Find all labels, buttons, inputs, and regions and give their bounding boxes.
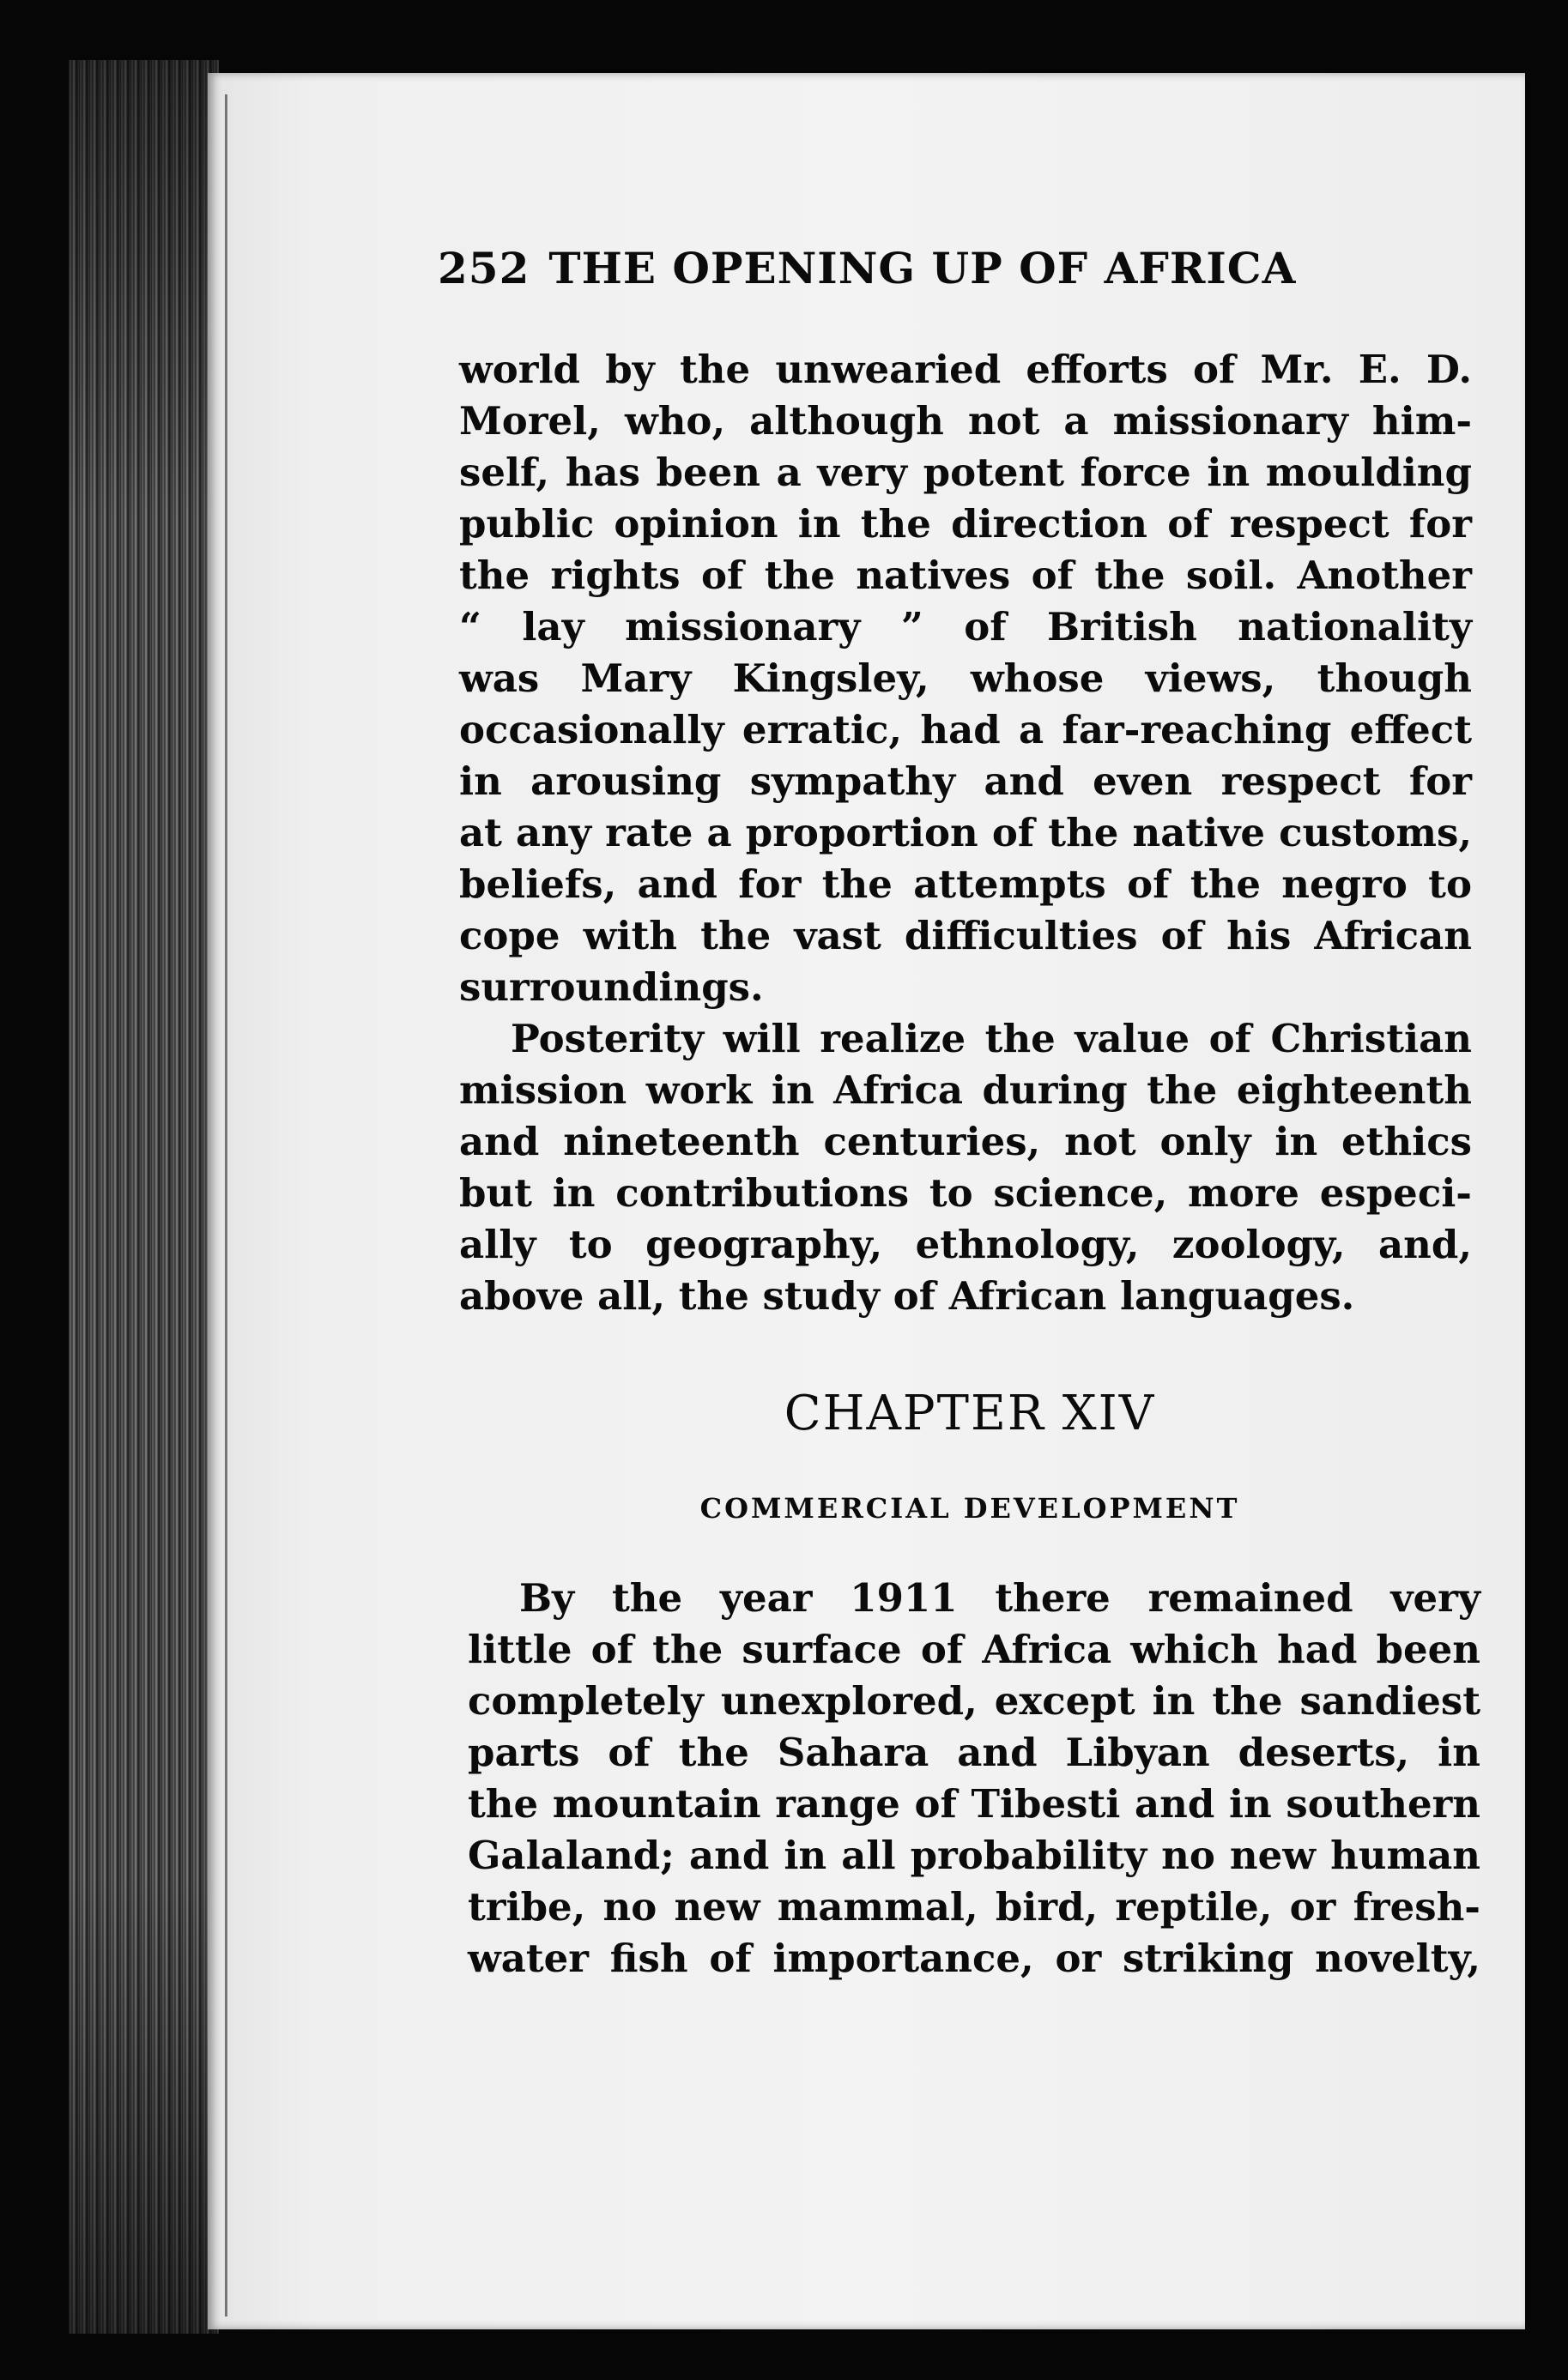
page-number: 252 <box>438 243 530 293</box>
text-line: and nineteenth centuries, not only in ethics <box>459 1119 1472 1164</box>
text-line: “ lay missionary ” of British nationality <box>459 604 1472 649</box>
page-edges-shadow <box>69 60 219 2334</box>
chapter-subtitle: COMMERCIAL DEVELOPMENT <box>699 1492 1240 1525</box>
text-line: above all, the study of African languages. <box>459 1273 1355 1319</box>
text-line: completely unexplored, except in the sandiest <box>468 1678 1480 1724</box>
text-line: cope with the vast difficulties of his African <box>459 913 1472 958</box>
text-line: little of the surface of Africa which had been <box>468 1627 1480 1672</box>
text-line: the mountain range of Tibesti and in southern <box>468 1781 1480 1827</box>
text-line: public opinion in the direction of respect for <box>459 501 1472 547</box>
text-line: self, has been a very potent force in moulding <box>459 450 1472 495</box>
text-line: occasionally erratic, had a far-reaching effect <box>459 707 1472 752</box>
text-line: beliefs, and for the attempts of the negro to <box>459 861 1472 907</box>
running-head-title: THE OPENING UP OF AFRICA <box>548 243 1297 293</box>
text-line: Morel, who, although not a missionary him- <box>459 398 1472 444</box>
chapter-heading: CHAPTER XIV <box>784 1386 1156 1441</box>
text-line: water fish of importance, or striking novelty, <box>468 1936 1480 1981</box>
text-line: Posterity will realize the value of Christian <box>511 1016 1472 1061</box>
text-line: at any rate a proportion of the native customs, <box>459 810 1472 855</box>
text-line: but in contributions to science, more especi- <box>459 1170 1472 1216</box>
text-line: world by the unwearied efforts of Mr. E. D. <box>459 347 1472 392</box>
text-line: in arousing sympathy and even respect for <box>459 758 1472 804</box>
text-line: parts of the Sahara and Libyan deserts, in <box>468 1730 1480 1775</box>
running-head <box>438 243 1297 293</box>
text-line: Galaland; and in all probability no new human <box>468 1833 1480 1878</box>
text-line: surroundings. <box>459 964 764 1010</box>
text-line: the rights of the natives of the soil. Another <box>459 553 1472 598</box>
text-line: tribe, no new mammal, bird, reptile, or fresh- <box>468 1884 1480 1930</box>
text-line: was Mary Kingsley, whose views, though <box>459 655 1472 701</box>
text-line: ally to geography, ethnology, zoology, and, <box>459 1222 1472 1267</box>
text-line: By the year 1911 there remained very <box>519 1575 1480 1621</box>
text-line: mission work in Africa during the eighteenth <box>459 1067 1472 1113</box>
gutter-line <box>225 94 227 2317</box>
